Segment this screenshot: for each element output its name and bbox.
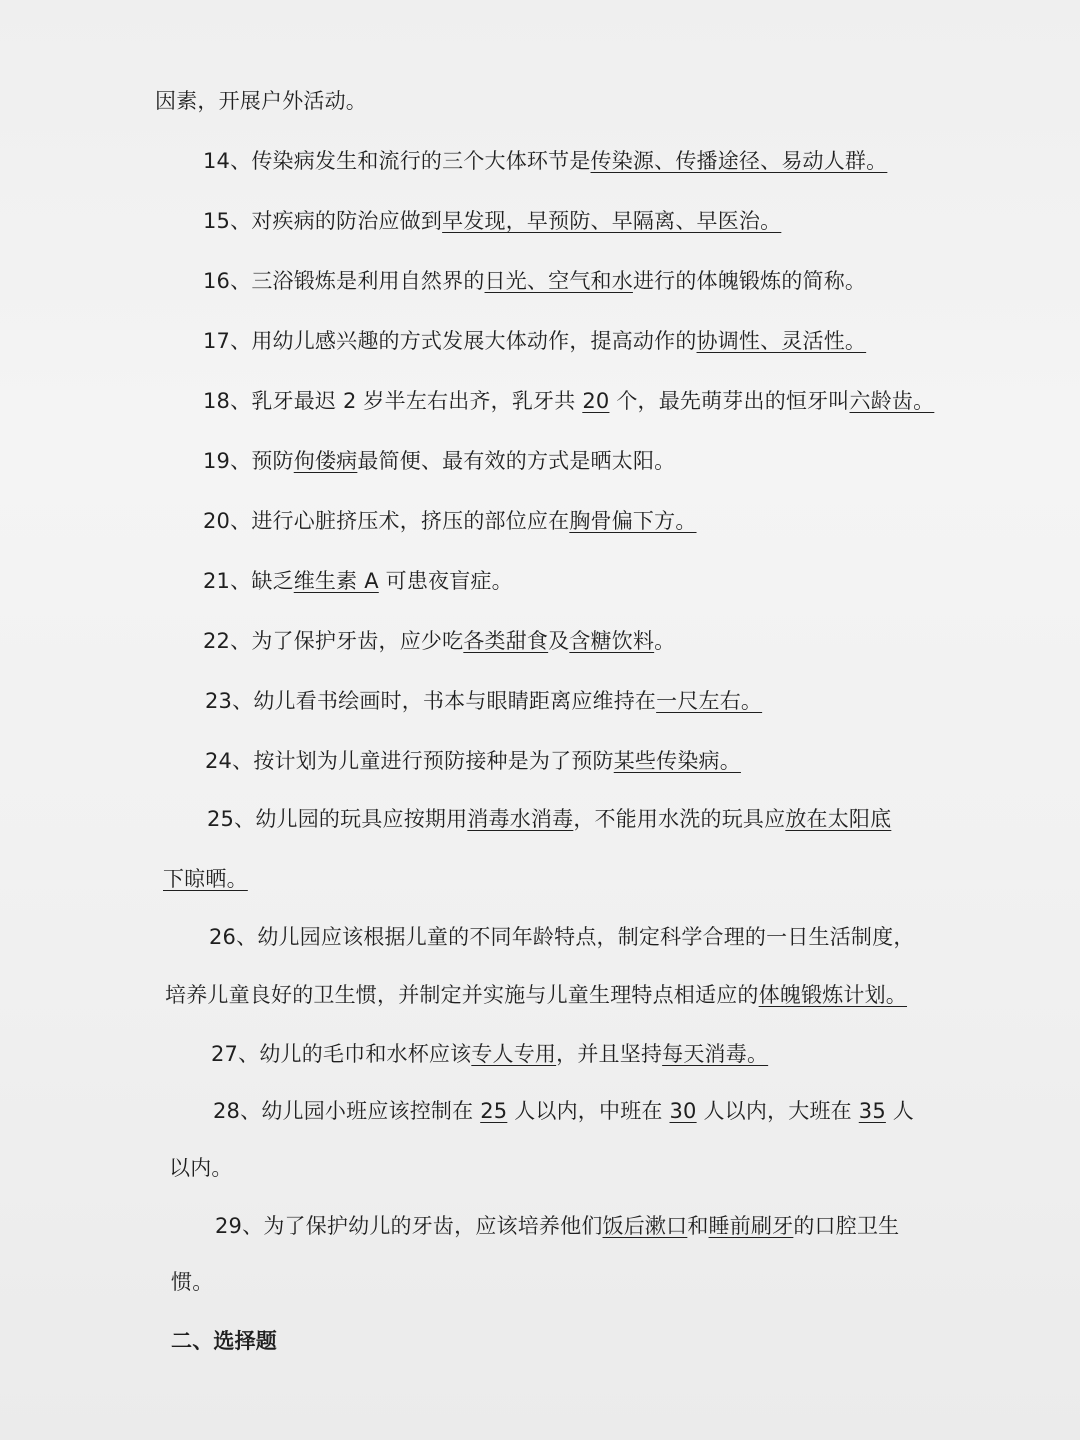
item-20 [203, 506, 697, 536]
item-19 [203, 446, 675, 476]
question-text: 人以内，大班在 [696, 1099, 859, 1123]
answer-underlined: 维生素 A [293, 569, 379, 593]
question-text: 惯。 [171, 1270, 214, 1294]
answer-underlined: 放在太阳底 [785, 807, 892, 831]
text-line-0 [155, 86, 367, 116]
item-25-line-1 [207, 804, 891, 834]
answer-underlined: 20 [582, 389, 610, 413]
item-15 [203, 206, 781, 236]
question-text: 14、传染病发生和流行的三个大体环节是 [203, 149, 591, 173]
answer-underlined: 含糖饮料 [569, 629, 655, 653]
question-text: 17、用幼儿感兴趣的方式发展大体动作，提高动作的 [203, 329, 697, 353]
answer-underlined: 饭后漱口 [602, 1214, 688, 1238]
answer-underlined: 消毒水消毒 [467, 807, 574, 831]
answer-underlined: 专人专用 [471, 1042, 557, 1066]
question-text: 及 [548, 629, 570, 653]
question-text: 28、幼儿园小班应该控制在 [213, 1099, 481, 1123]
question-text: 人 [885, 1099, 914, 1123]
answer-underlined: 佝偻病 [293, 449, 358, 473]
item-25-line-2 [163, 864, 248, 894]
question-text: 和 [687, 1214, 709, 1238]
question-text: 16、三浴锻炼是利用自然界的 [203, 269, 485, 293]
question-text: 25、幼儿园的玩具应按期用 [207, 807, 468, 831]
question-text: 因素，开展户外活动。 [155, 89, 367, 113]
answer-underlined: 早发现，早预防、早隔离、早医治。 [442, 209, 782, 233]
item-23 [205, 686, 762, 716]
question-text: 23、幼儿看书绘画时，书本与眼睛距离应维持在 [205, 689, 657, 713]
section-heading-choice [171, 1326, 277, 1356]
answer-underlined: 25 [480, 1099, 508, 1123]
question-text: 19、预防 [203, 449, 294, 473]
answer-underlined: 一尺左右。 [656, 689, 763, 713]
question-text: 22、为了保护牙齿，应少吃 [203, 629, 464, 653]
item-26-line-1 [209, 922, 915, 952]
question-text: 。 [654, 629, 676, 653]
answer-underlined: 每天消毒。 [662, 1042, 769, 1066]
item-28-line-2 [169, 1153, 233, 1183]
item-17 [203, 326, 866, 356]
answer-underlined: 传染源、传播途径、易动人群。 [590, 149, 888, 173]
question-text: 26、幼儿园应该根据儿童的不同年龄特点，制定科学合理的一日生活制度， [209, 925, 915, 949]
question-text: 培养儿童良好的卫生惯，并制定并实施与儿童生理特点相适应的 [165, 983, 759, 1007]
item-18 [203, 386, 934, 416]
answer-underlined: 各类甜食 [463, 629, 549, 653]
item-21 [203, 566, 513, 596]
item-26-line-2 [165, 980, 907, 1010]
answer-underlined: 体魄锻炼计划。 [758, 983, 908, 1007]
item-28-line-1 [213, 1096, 914, 1126]
question-text: 的口腔卫生 [793, 1214, 900, 1238]
question-text: 二、选择题 [171, 1329, 277, 1353]
answer-underlined: 日光、空气和水 [484, 269, 633, 293]
item-16 [203, 266, 866, 296]
item-22 [203, 626, 675, 656]
item-29-line-2 [171, 1267, 213, 1297]
question-text: ，不能用水洗的玩具应 [573, 807, 786, 831]
item-27 [211, 1039, 768, 1069]
question-text: 进行的体魄锻炼的简称。 [632, 269, 867, 293]
question-text: 个，最先萌芽出的恒牙叫 [609, 389, 850, 413]
answer-underlined: 睡前刷牙 [708, 1214, 794, 1238]
answer-underlined: 协调性、灵活性。 [696, 329, 867, 353]
question-text: 18、乳牙最迟 2 岁半左右出齐，乳牙共 [203, 389, 583, 413]
question-text: 以内。 [169, 1156, 233, 1180]
answer-underlined: 胸骨偏下方。 [569, 509, 697, 533]
answer-underlined: 六龄齿。 [849, 389, 935, 413]
question-text: 21、缺乏 [203, 569, 294, 593]
question-text: 最简便、最有效的方式是晒太阳。 [357, 449, 676, 473]
question-text: ，并且坚持 [556, 1042, 663, 1066]
question-text: 29、为了保护幼儿的牙齿，应该培养他们 [215, 1214, 603, 1238]
answer-underlined: 35 [858, 1099, 886, 1123]
question-text: 27、幼儿的毛巾和水杯应该 [211, 1042, 472, 1066]
question-text: 24、按计划为儿童进行预防接种是为了预防 [205, 749, 614, 773]
item-29-line-1 [215, 1211, 899, 1241]
item-24 [205, 746, 741, 776]
question-text: 15、对疾病的防治应做到 [203, 209, 443, 233]
item-14 [203, 146, 887, 176]
answer-underlined: 下晾晒。 [163, 867, 248, 891]
question-text: 人以内，中班在 [507, 1099, 670, 1123]
question-text: 20、进行心脏挤压术，挤压的部位应在 [203, 509, 570, 533]
answer-underlined: 30 [669, 1099, 697, 1123]
answer-underlined: 某些传染病。 [613, 749, 741, 773]
question-text: 可患夜盲症。 [378, 569, 513, 593]
